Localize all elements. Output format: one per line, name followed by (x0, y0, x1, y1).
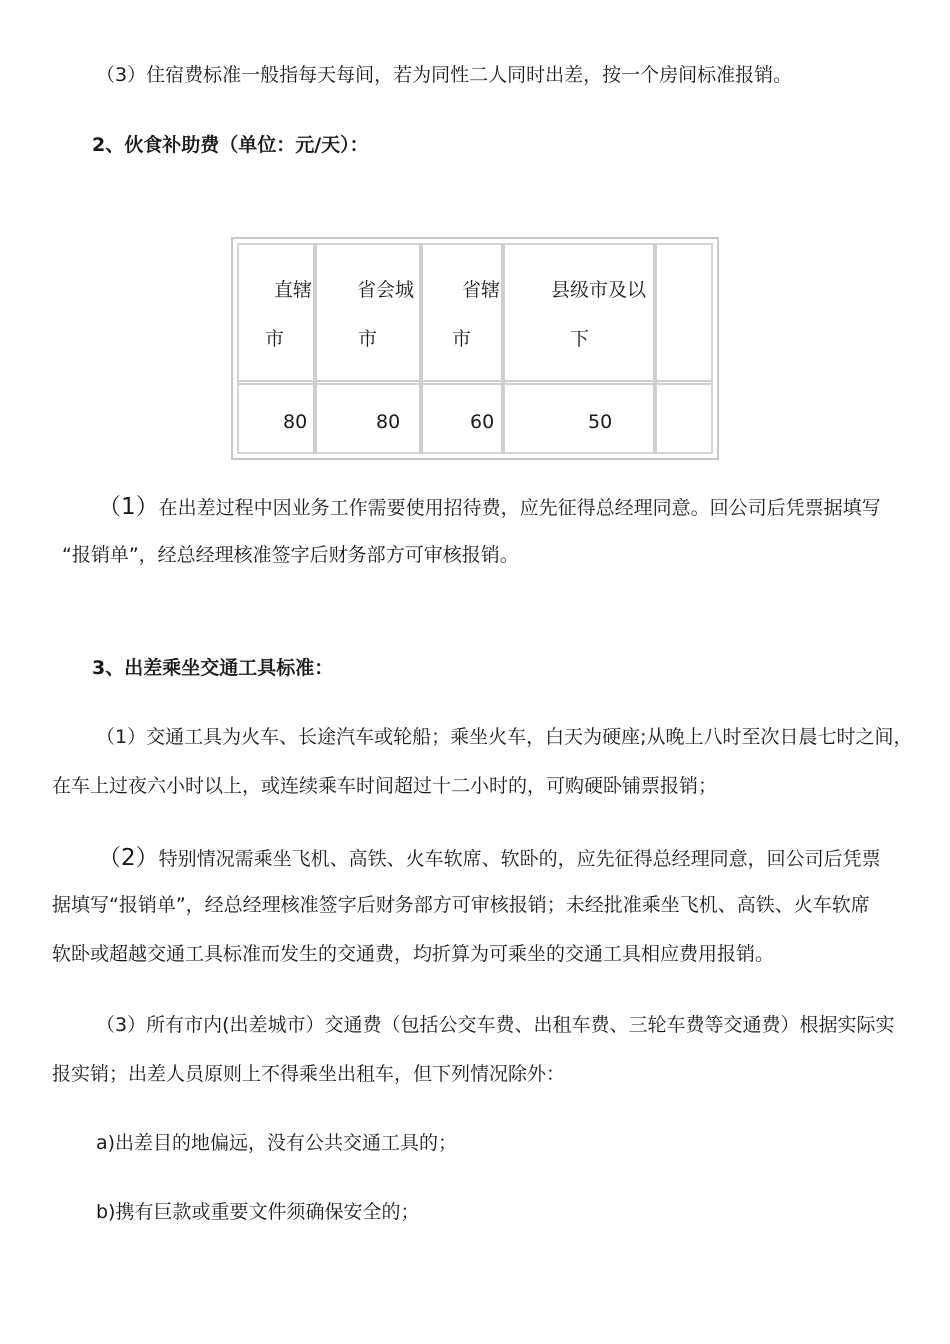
header-cell: 省会城 (357, 279, 415, 301)
header-cell: 省辖 (462, 279, 501, 301)
value-cell: 80 (376, 411, 401, 433)
value-cell: 80 (283, 411, 308, 433)
section-2-heading: 2、伙食补助费（单位：元/天）： (92, 134, 369, 156)
para-transport-2-line1 (98, 847, 881, 870)
header-cell: 市 (358, 328, 378, 350)
header-cell: 直辖 (274, 279, 313, 301)
col-divider (501, 243, 505, 454)
para-meal-1-text: 在出差过程中因业务工作需要使用招待费，应先征得总经理同意。回公司后凭票据填写 (158, 497, 881, 519)
item-marker: （1） (98, 494, 159, 520)
exception-a: a)出差目的地偏远，没有公共交通工具的； (96, 1132, 458, 1154)
para-transport-1-line2: 在车上过夜六小时以上，或连续乘车时间超过十二小时的，可购硬卧铺票报销； (52, 775, 718, 797)
meal-allowance-table (231, 237, 719, 460)
col-divider (313, 243, 317, 454)
value-cell: 60 (470, 411, 495, 433)
item-marker: （2） (98, 845, 159, 871)
para-lodging-3: （3）住宿费标准一般指每天每间，若为同性二人同时出差，按一个房间标准报销。 (96, 64, 793, 86)
header-row-divider (239, 380, 711, 385)
header-cell: 市 (265, 328, 285, 350)
para-transport-2-line3: 软卧或超越交通工具标准而发生的交通费，均折算为可乘坐的交通工具相应费用报销。 (52, 943, 775, 965)
col-divider (653, 243, 657, 454)
para-transport-3-line2: 报实销；出差人员原则上不得乘坐出租车，但下列情况除外： (52, 1063, 566, 1085)
header-cell: 县级市及以 (551, 279, 647, 301)
para-transport-2-line2: 据填写“报销单”，经总经理核准签字后财务部方可审核报销；未经批准乘坐飞机、高铁、火车软席 (52, 894, 870, 916)
para-meal-1-line1 (98, 496, 881, 519)
section-3-heading: 3、出差乘坐交通工具标准： (92, 657, 334, 679)
para-meal-1-line2: “报销单”，经总经理核准签字后财务部方可审核报销。 (62, 544, 519, 566)
value-cell: 50 (588, 411, 613, 433)
col-divider (419, 243, 423, 454)
exception-b: b)携有巨款或重要文件须确保安全的； (96, 1201, 420, 1223)
header-cell: 下 (570, 328, 590, 350)
para-transport-2-text: 特别情况需乘坐飞机、高铁、火车软席、软卧的，应先征得总经理同意，回公司后凭票 (158, 848, 881, 870)
para-transport-3-line1: （3）所有市内(出差城市）交通费（包括公交车费、出租车费、三轮车费等交通费）根据实际实 (96, 1014, 895, 1036)
header-cell: 市 (452, 328, 472, 350)
para-transport-1-line1: （1）交通工具为火车、长途汽车或轮船；乘坐火车，白天为硬座;从晚上八时至次日晨七时之间， (96, 726, 913, 748)
